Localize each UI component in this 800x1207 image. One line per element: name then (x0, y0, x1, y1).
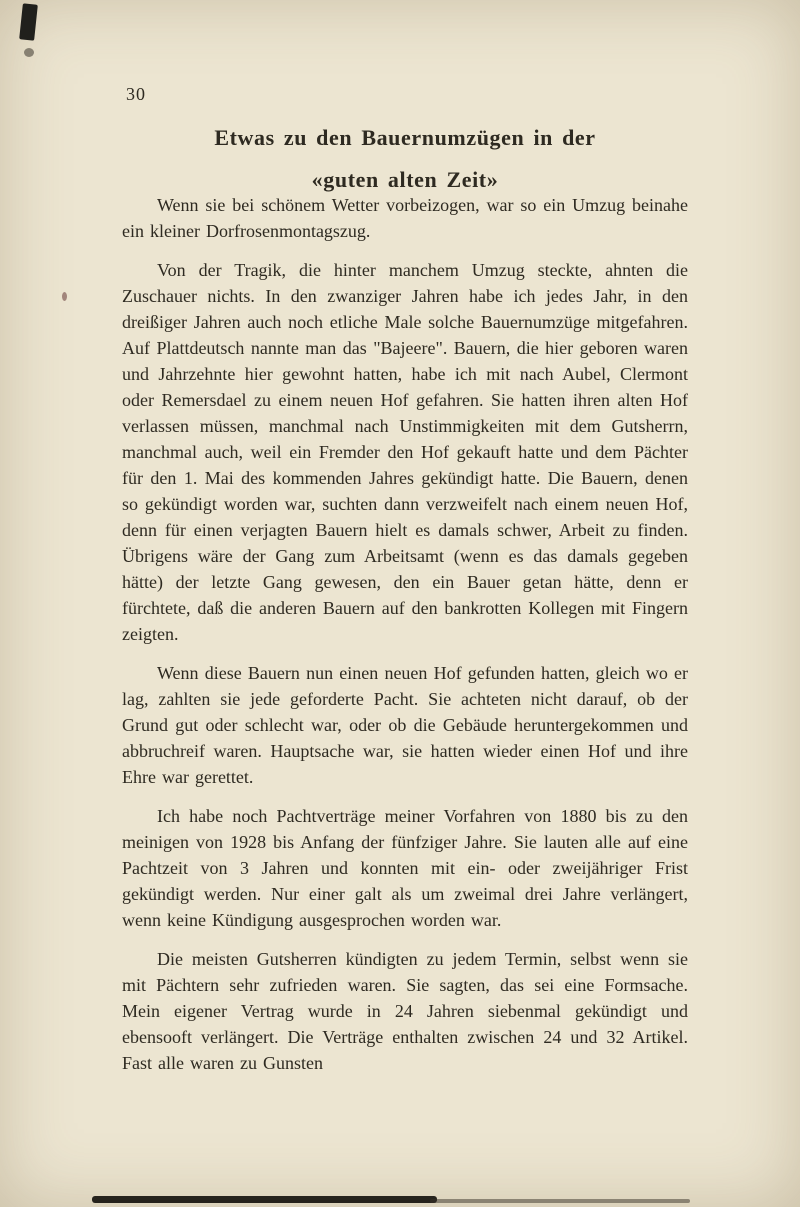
scan-artifact-bottom-edge-right (430, 1199, 690, 1203)
scan-artifact-smudge (24, 48, 34, 57)
page-title-line-2: «guten alten Zeit» (311, 167, 499, 193)
page-title-line-1: Etwas zu den Bauernumzügen in der (214, 125, 596, 151)
paragraph-2: Von der Tragik, die hinter manchem Umzug steckte, ahnten die Zuschauer nichts. In den zwanziger Jahren habe ich jedes Jahr, in den dreißiger Jahren auch noch etliche Male solche Bauernumzüge mitgefahren. Auf Plattdeutsch nannte man das "Bajeere". Bauern, die hier geboren waren und Jahrzehnte hier gewohnt hatten, habe ich mit nach Aubel, Clermont oder Remersdael zu einem neuen Hof gefahren. Sie hatten ihren alten Hof verlassen müssen, manchmal nach Unstimmigkeiten mit dem Gutsherrn, manchmal auch, weil ein Fremder den Hof gekauft hatte und dem Pächter für den 1. Mai des kommenden Jahres gekündigt hatte. Die Bauern, denen so gekündigt worden war, suchten dann verzweifelt nach einem neuen Hof, denn für einen verjagten Bauern hielt es damals schwer, Arbeit zu finden. Übrigens wäre der Gang zum Arbeitsamt (wenn es das damals gegeben hätte) der letzte Gang gewesen, den ein Bauer getan hätte, denn er fürchtete, daß die anderen Bauern auf den bankrotten Kollegen mit Fingern zeigten. (122, 260, 688, 644)
paragraph-1: Wenn sie bei schönem Wetter vorbeizogen, war so ein Umzug beinahe ein kleiner Dorfrosenmontagszug. (122, 195, 688, 241)
paragraph-4: Ich habe noch Pachtverträge meiner Vorfahren von 1880 bis zu den meinigen von 1928 bis Anfang der fünfziger Jahre. Sie lauten alle auf eine Pachtzeit von 3 Jahren und konnten mit ein- oder zweijähriger Frist gekündigt werden. Nur einer galt als um zweimal drei Jahre verlängert, wenn keine Kündigung ausgesprochen worden war. (122, 806, 688, 930)
paragraph-5: Die meisten Gutsherren kündigten zu jedem Termin, selbst wenn sie mit Pächtern sehr zufrieden waren. Sie sagten, das sei eine Formsache. Mein eigener Vertrag wurde in 24 Jahren siebenmal gekündigt und ebensooft verlängert. Die Verträge enthalten zwischen 24 und 32 Artikel. Fast alle waren zu Gunsten (122, 949, 688, 1073)
page-number: 30 (126, 84, 146, 104)
page-title (122, 127, 688, 191)
body-text (122, 192, 688, 1089)
scan-artifact-speck (62, 292, 67, 301)
paragraph-3: Wenn diese Bauern nun einen neuen Hof gefunden hatten, gleich wo er lag, zahlten sie jede geforderte Pacht. Sie achteten nicht darauf, ob der Grund gut oder schlecht war, oder ob die Gebäude heruntergekommen und abbruchreif waren. Hauptsache war, sie hatten wieder einen Hof und ihre Ehre war gerettet. (122, 663, 688, 787)
scan-artifact-bottom-edge (92, 1196, 437, 1203)
scan-artifact-top-left (19, 3, 38, 40)
